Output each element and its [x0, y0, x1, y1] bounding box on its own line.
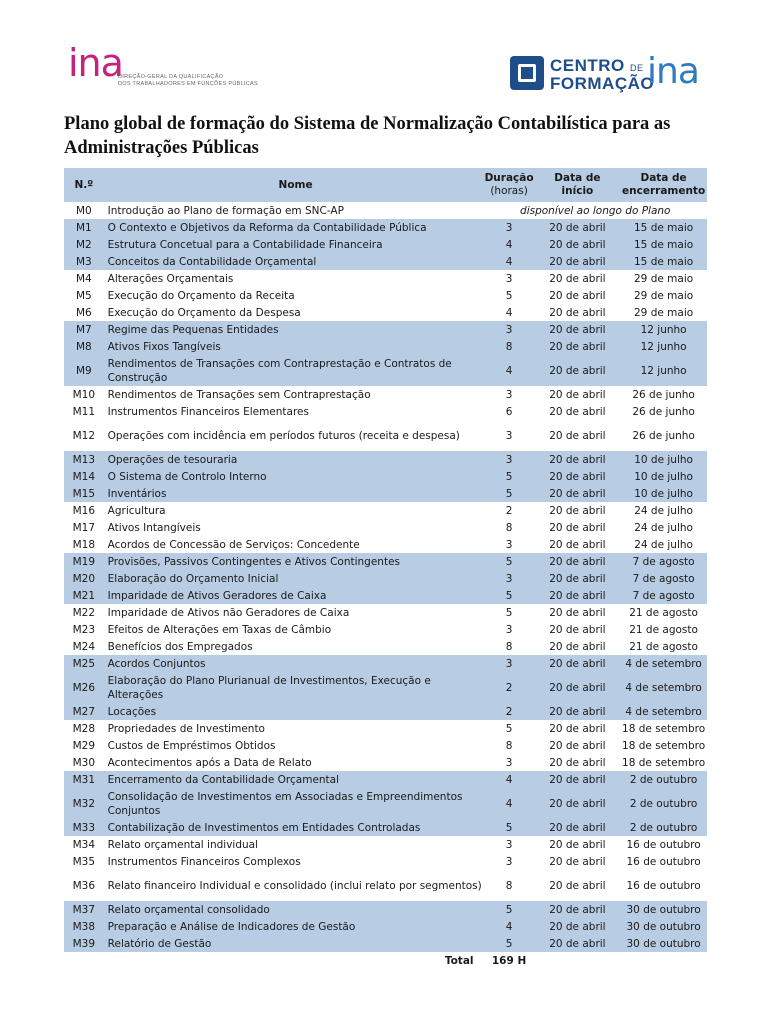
row-start-date: 20 de abril: [535, 553, 621, 570]
row-name: Encerramento da Contabilidade Orçamental: [104, 771, 484, 788]
row-num: M4: [75, 272, 92, 285]
row-start-date: 20 de abril: [535, 236, 621, 253]
row-start-date: 20 de abril: [535, 935, 621, 952]
row-duration: 2: [484, 703, 535, 720]
row-duration: 4: [484, 771, 535, 788]
row-duration: 4: [484, 918, 535, 935]
row-end-date: 4 de setembro: [620, 703, 707, 720]
row-end-date: 12 junho: [620, 321, 707, 338]
row-start-date: 20 de abril: [535, 918, 621, 935]
row-name: Acordos de Concessão de Serviços: Concedente: [107, 538, 360, 551]
row-end-date: 12 junho: [620, 338, 707, 355]
row-end-date: 26 de junho: [632, 429, 695, 442]
row-num: M28: [72, 722, 96, 735]
table-row: [64, 219, 707, 236]
row-num: M9: [64, 355, 104, 386]
row-num: M27: [64, 703, 104, 720]
cf-de-text: DE: [630, 63, 644, 73]
row-start-date: 20 de abril: [549, 879, 606, 892]
row-duration: 4: [505, 306, 513, 319]
table-row: [64, 553, 707, 570]
table-row: [64, 672, 707, 703]
row-start-date: 20 de abril: [535, 355, 621, 386]
row-end-date: 18 de setembro: [622, 739, 706, 752]
row-num: M39: [64, 935, 104, 952]
row-num: M33: [64, 819, 104, 836]
row-end-date: 10 de julho: [620, 485, 707, 502]
row-num: M10: [72, 388, 96, 401]
row-availability: disponível ao longo do Plano: [520, 204, 671, 217]
row-start-date: 20 de abril: [535, 655, 621, 672]
row-end-date: 15 de maio: [620, 236, 707, 253]
row-start-date: 20 de abril: [549, 429, 606, 442]
row-num: M21: [64, 587, 104, 604]
training-plan-table: [64, 168, 707, 969]
row-duration: 3: [484, 451, 535, 468]
row-end-date: 15 de maio: [620, 219, 707, 236]
header-end-line2: encerramento: [622, 185, 706, 197]
row-start-date: 20 de abril: [549, 640, 606, 653]
row-end-date: 24 de julho: [634, 538, 693, 551]
row-end-date: 12 junho: [620, 355, 707, 386]
table-row: [64, 621, 707, 638]
total-spacer: [64, 952, 104, 969]
row-duration: 3: [484, 219, 535, 236]
row-name: O Contexto e Objetivos da Reforma da Contabilidade Pública: [104, 219, 484, 236]
ina-logo-subtitle: [118, 74, 258, 88]
total-empty-start: [535, 952, 621, 969]
ina-logo-text: ina: [68, 41, 123, 85]
header-start: [535, 168, 621, 202]
row-name: Elaboração do Plano Plurianual de Investimentos, Execução e Alterações: [104, 672, 484, 703]
row-name: Instrumentos Financeiros Elementares: [107, 405, 309, 418]
row-start-date: 20 de abril: [549, 722, 606, 735]
row-name: Instrumentos Financeiros Complexos: [107, 855, 301, 868]
row-num: M0: [75, 204, 92, 217]
table-row: [64, 253, 707, 270]
header-duration-line2: (horas): [490, 185, 528, 197]
row-num: M35: [72, 855, 96, 868]
row-end-date: 2 de outubro: [620, 771, 707, 788]
row-name: Acontecimentos após a Data de Relato: [107, 756, 312, 769]
row-duration: 5: [484, 553, 535, 570]
row-num: M20: [64, 570, 104, 587]
table-row: [64, 468, 707, 485]
row-duration: 4: [484, 788, 535, 819]
row-duration: 4: [484, 355, 535, 386]
table-row: [64, 502, 707, 519]
row-num: M18: [72, 538, 96, 551]
row-start-date: 20 de abril: [549, 504, 606, 517]
table-row: [64, 754, 707, 771]
table-header-row: [64, 168, 707, 202]
row-end-date: 29 de maio: [634, 306, 694, 319]
header-start-line2: início: [561, 185, 594, 197]
row-name: Benefícios dos Empregados: [107, 640, 253, 653]
row-duration: 3: [505, 855, 513, 868]
row-end-date: 29 de maio: [634, 289, 694, 302]
row-end-date: 24 de julho: [634, 521, 693, 534]
header-duration-line1: Duração: [484, 172, 534, 184]
row-end-date: 2 de outubro: [620, 819, 707, 836]
table-row: [64, 485, 707, 502]
row-end-date: 15 de maio: [620, 253, 707, 270]
row-start-date: 20 de abril: [535, 771, 621, 788]
row-name: Custos de Empréstimos Obtidos: [107, 739, 276, 752]
row-end-date: 26 de junho: [632, 388, 695, 401]
row-start-date: 20 de abril: [549, 623, 606, 636]
row-num: M11: [72, 405, 96, 418]
row-num: M12: [72, 429, 96, 442]
table-row: [64, 720, 707, 737]
table-row: [64, 386, 707, 403]
row-name: Relatório de Gestão: [104, 935, 484, 952]
total-value: 169 H: [491, 954, 527, 967]
table-row: [64, 338, 707, 355]
row-end-date: 30 de outubro: [620, 918, 707, 935]
row-end-date: 16 de outubro: [626, 855, 701, 868]
row-duration: 6: [505, 405, 513, 418]
row-start-date: 20 de abril: [535, 672, 621, 703]
row-name: Rendimentos de Transações com Contraprestação e Contratos de Construção: [104, 355, 484, 386]
row-start-date: 20 de abril: [535, 570, 621, 587]
row-end-date: 7 de agosto: [620, 587, 707, 604]
table-row: [64, 236, 707, 253]
row-name: Efeitos de Alterações em Taxas de Câmbio: [107, 623, 332, 636]
table-row: [64, 935, 707, 952]
row-duration: 2: [505, 504, 513, 517]
table-row: [64, 819, 707, 836]
row-start-date: 20 de abril: [535, 253, 621, 270]
row-start-date: 20 de abril: [549, 538, 606, 551]
table-row: [64, 420, 707, 451]
row-num: M19: [64, 553, 104, 570]
table-row: [64, 638, 707, 655]
header-num: N.º: [64, 168, 104, 202]
total-empty-end: [620, 952, 707, 969]
row-end-date: 30 de outubro: [620, 935, 707, 952]
row-num: M25: [64, 655, 104, 672]
table-row: [64, 321, 707, 338]
row-start-date: 20 de abril: [549, 521, 606, 534]
row-num: M37: [64, 901, 104, 918]
row-name: Propriedades de Investimento: [107, 722, 265, 735]
row-duration: 4: [484, 253, 535, 270]
row-duration: 3: [484, 321, 535, 338]
row-name: Imparidade de Ativos não Geradores de Caixa: [107, 606, 350, 619]
row-name: Rendimentos de Transações sem Contraprestação: [107, 388, 371, 401]
row-name: Estrutura Concetual para a Contabilidade Financeira: [104, 236, 484, 253]
table-row: [64, 355, 707, 386]
row-start-date: 20 de abril: [549, 388, 606, 401]
row-duration: 5: [484, 901, 535, 918]
row-num: M14: [64, 468, 104, 485]
row-num: M17: [72, 521, 96, 534]
ina-logo: [68, 41, 268, 94]
row-num: M26: [64, 672, 104, 703]
row-num: M36: [72, 879, 96, 892]
row-name: Relato orçamental consolidado: [104, 901, 484, 918]
table-row: [64, 519, 707, 536]
row-start-date: 20 de abril: [549, 606, 606, 619]
row-start-date: 20 de abril: [549, 306, 606, 319]
row-num: M31: [64, 771, 104, 788]
row-name: Execução do Orçamento da Receita: [107, 289, 295, 302]
row-name: Relato orçamental individual: [107, 838, 258, 851]
row-end-date: 7 de agosto: [620, 570, 707, 587]
row-duration: 8: [505, 640, 513, 653]
row-start-date: 20 de abril: [549, 405, 606, 418]
ina-subtitle-line2: DOS TRABALHADORES EM FUNÇÕES PÚBLICAS: [118, 81, 258, 87]
row-name: Introdução ao Plano de formação em SNC-AP: [107, 204, 344, 217]
row-end-date: 24 de julho: [634, 504, 693, 517]
row-num: M15: [64, 485, 104, 502]
row-name: Locações: [104, 703, 484, 720]
row-name: Preparação e Análise de Indicadores de Gestão: [104, 918, 484, 935]
row-start-date: 20 de abril: [535, 468, 621, 485]
row-duration: 5: [484, 819, 535, 836]
row-duration: 2: [484, 672, 535, 703]
row-name: Operações com incidência em períodos futuros (receita e despesa): [107, 429, 460, 442]
cf-line1: [550, 56, 644, 76]
row-duration: 5: [484, 468, 535, 485]
row-name: O Sistema de Controlo Interno: [104, 468, 484, 485]
table-row: [64, 836, 707, 853]
header-name: Nome: [104, 168, 484, 202]
row-duration: 8: [505, 521, 513, 534]
row-num: M23: [72, 623, 96, 636]
row-duration: 3: [505, 838, 513, 851]
row-start-date: 20 de abril: [535, 485, 621, 502]
row-num: M7: [64, 321, 104, 338]
row-name: Operações de tesouraria: [104, 451, 484, 468]
row-duration: 3: [505, 538, 513, 551]
row-end-date: 21 de agosto: [629, 623, 698, 636]
row-duration: 3: [484, 570, 535, 587]
table-row: [64, 536, 707, 553]
row-num: M32: [64, 788, 104, 819]
row-name: Contabilização de Investimentos em Entidades Controladas: [104, 819, 484, 836]
row-num: M13: [64, 451, 104, 468]
table-total-row: [64, 952, 707, 969]
row-name: Relato financeiro Individual e consolidado (inclui relato por segmentos): [107, 879, 482, 892]
row-duration: 5: [484, 935, 535, 952]
row-duration: 3: [505, 623, 513, 636]
row-name: Conceitos da Contabilidade Orçamental: [104, 253, 484, 270]
row-start-date: 20 de abril: [549, 855, 606, 868]
row-name: Agricultura: [107, 504, 166, 517]
row-num: M34: [72, 838, 96, 851]
row-duration: 5: [484, 587, 535, 604]
row-start-date: 20 de abril: [549, 838, 606, 851]
table-row: [64, 587, 707, 604]
row-start-date: 20 de abril: [535, 703, 621, 720]
row-num: M3: [64, 253, 104, 270]
row-start-date: 20 de abril: [549, 756, 606, 769]
row-name: Consolidação de Investimentos em Associadas e Empreendimentos Conjuntos: [104, 788, 484, 819]
row-start-date: 20 de abril: [549, 289, 606, 302]
table-row: [64, 737, 707, 754]
row-start-date: 20 de abril: [535, 819, 621, 836]
table-row: [64, 901, 707, 918]
row-name: Ativos Fixos Tangíveis: [104, 338, 484, 355]
table-row: [64, 287, 707, 304]
row-name: Elaboração do Orçamento Inicial: [104, 570, 484, 587]
row-duration: 3: [505, 272, 513, 285]
row-end-date: 29 de maio: [634, 272, 694, 285]
row-end-date: 21 de agosto: [629, 640, 698, 653]
centro-formacao-logo: [510, 50, 710, 98]
row-num: M2: [64, 236, 104, 253]
row-num: M29: [72, 739, 96, 752]
row-duration: 3: [505, 429, 513, 442]
total-label: Total: [444, 954, 474, 967]
row-end-date: 18 de setembro: [622, 756, 706, 769]
row-num: M6: [75, 306, 92, 319]
table-row: [64, 870, 707, 901]
table-row: [64, 403, 707, 420]
row-name: Inventários: [104, 485, 484, 502]
row-duration: 4: [484, 236, 535, 253]
row-end-date: 21 de agosto: [629, 606, 698, 619]
row-end-date: 16 de outubro: [626, 838, 701, 851]
row-duration: 5: [484, 485, 535, 502]
row-start-date: 20 de abril: [535, 587, 621, 604]
centro-formacao-emblem-icon: [510, 56, 544, 90]
row-num: M24: [72, 640, 96, 653]
cf-ina-text: ina: [647, 51, 699, 92]
row-duration: 3: [505, 388, 513, 401]
row-duration: 5: [505, 606, 513, 619]
document-title: Plano global de formação do Sistema de Normalização Contabilística para as Administrações Públicas: [64, 114, 671, 158]
row-name: Ativos Intangíveis: [107, 521, 201, 534]
row-duration: 3: [484, 655, 535, 672]
row-end-date: 10 de julho: [620, 451, 707, 468]
row-duration: 8: [505, 739, 513, 752]
row-name: Execução do Orçamento da Despesa: [107, 306, 301, 319]
table-row-m0: [64, 202, 707, 219]
row-duration: 5: [505, 289, 513, 302]
row-end-date: 7 de agosto: [620, 553, 707, 570]
row-num: M22: [72, 606, 96, 619]
row-duration: 8: [505, 879, 513, 892]
table-row: [64, 451, 707, 468]
row-duration: 8: [484, 338, 535, 355]
row-end-date: 10 de julho: [620, 468, 707, 485]
table-row: [64, 918, 707, 935]
row-duration: 3: [505, 756, 513, 769]
row-end-date: 4 de setembro: [620, 655, 707, 672]
table-row: [64, 788, 707, 819]
header-duration: [484, 168, 535, 202]
row-start-date: 20 de abril: [535, 901, 621, 918]
table-row: [64, 270, 707, 287]
ina-subtitle-line1: DIREÇÃO-GERAL DA QUALIFICAÇÃO: [118, 74, 224, 80]
row-num: M16: [72, 504, 96, 517]
table-row: [64, 655, 707, 672]
row-name: Alterações Orçamentais: [107, 272, 234, 285]
row-num: M5: [75, 289, 92, 302]
row-name: Imparidade de Ativos Geradores de Caixa: [104, 587, 484, 604]
row-start-date: 20 de abril: [535, 219, 621, 236]
table-row: [64, 570, 707, 587]
row-name: Regime das Pequenas Entidades: [104, 321, 484, 338]
header-end: [620, 168, 707, 202]
row-end-date: 16 de outubro: [626, 879, 701, 892]
row-num: M8: [64, 338, 104, 355]
row-start-date: 20 de abril: [549, 272, 606, 285]
row-num: M38: [64, 918, 104, 935]
table-row: [64, 853, 707, 870]
row-name: Provisões, Passivos Contingentes e Ativos Contingentes: [104, 553, 484, 570]
row-end-date: 2 de outubro: [620, 788, 707, 819]
row-num: M1: [64, 219, 104, 236]
table-row: [64, 604, 707, 621]
row-end-date: 18 de setembro: [622, 722, 706, 735]
header-end-line1: Data de: [640, 172, 687, 184]
row-start-date: 20 de abril: [549, 739, 606, 752]
row-name: Acordos Conjuntos: [104, 655, 484, 672]
row-end-date: 4 de setembro: [620, 672, 707, 703]
cf-line2: FORMAÇÃO: [550, 74, 655, 93]
row-start-date: 20 de abril: [535, 788, 621, 819]
row-num: M30: [72, 756, 96, 769]
table-row: [64, 703, 707, 720]
row-end-date: 26 de junho: [632, 405, 695, 418]
table-row: [64, 304, 707, 321]
cf-line1-text: CENTRO: [550, 56, 625, 75]
row-start-date: 20 de abril: [535, 321, 621, 338]
table-row: [64, 771, 707, 788]
row-start-date: 20 de abril: [535, 451, 621, 468]
row-start-date: 20 de abril: [535, 338, 621, 355]
row-duration: 5: [505, 722, 513, 735]
row-end-date: 30 de outubro: [620, 901, 707, 918]
header-start-line1: Data de: [554, 172, 601, 184]
